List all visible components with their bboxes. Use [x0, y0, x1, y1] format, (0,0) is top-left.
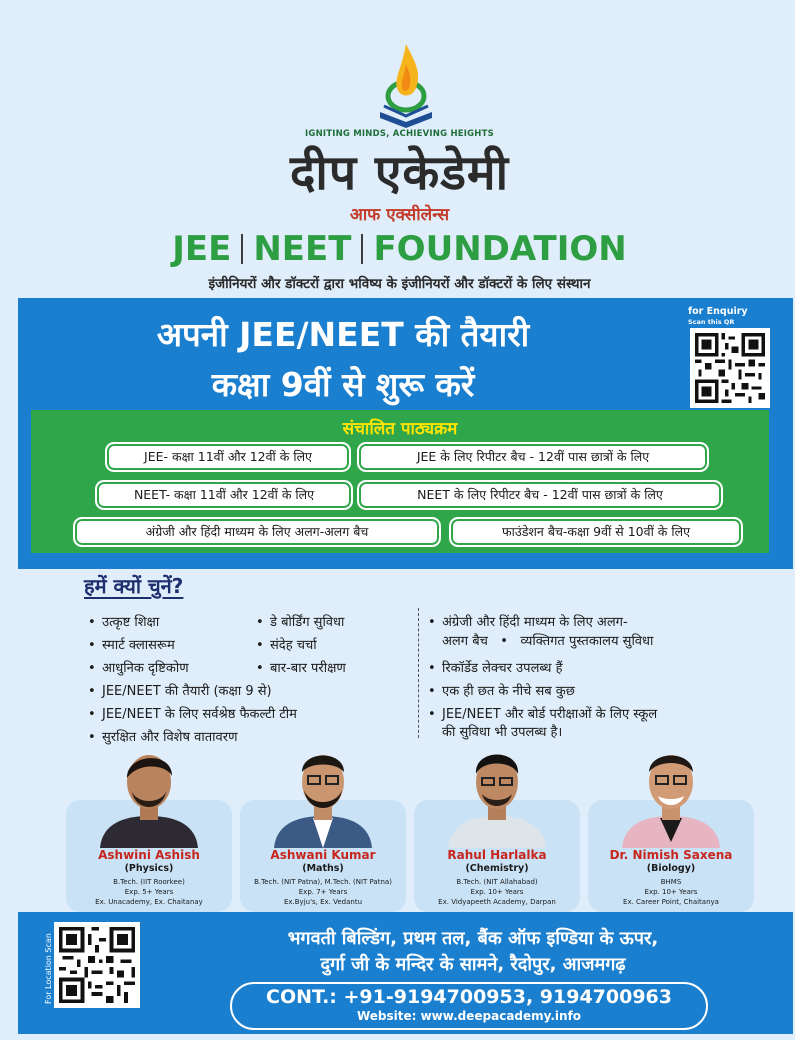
feature-bullet: • आधुनिक दृष्टिकोण [88, 658, 189, 676]
faculty-detail: Exp. 10+ Years [470, 888, 524, 896]
faculty-detail: B.Tech. (NIT Patna), M.Tech. (NIT Patna) [254, 878, 392, 886]
faculty-detail: B.Tech. (IIT Roorkee) [113, 878, 185, 886]
faculty-detail: Exp. 10+ Years [644, 888, 698, 896]
enquiry-qr-code[interactable] [690, 328, 770, 408]
enquiry-label [688, 306, 748, 326]
faculty-photo-physics-icon [94, 742, 204, 848]
stream-jee: JEE [172, 229, 232, 269]
course-item: फाउंडेशन बैच-कक्षा 9वीं से 10वीं के लिए [449, 517, 743, 547]
faculty-name: Dr. Nimish Saxena [609, 848, 733, 862]
logo-tagline: IGNITING MINDS, ACHIEVING HEIGHTS [305, 129, 494, 139]
contact-phone[interactable]: CONT.: +91-9194700953, 9194700963 [266, 986, 672, 1008]
feature-bullet: • रिकॉर्डेड लेक्चर उपलब्ध हैं [428, 658, 563, 676]
brand-name: दीप एकेडेमी [289, 145, 510, 201]
streams-heading [0, 228, 799, 270]
stream-neet: NEET [253, 229, 352, 269]
bullet-dot: • [492, 634, 517, 649]
faculty-detail: Ex. Unacademy, Ex. Chaitanay [95, 898, 203, 906]
faculty-detail: Ex. Vidyapeeth Academy, Darpan [438, 898, 556, 906]
course-item: NEET के लिए रिपीटर बैच - 12वीं पास छात्रों के लिए [357, 480, 723, 510]
course-item: JEE के लिए रिपीटर बैच - 12वीं पास छात्रों के लिए [357, 442, 709, 472]
faculty-subject: (Physics) [124, 863, 174, 874]
feature-bullet: • JEE/NEET के लिए सर्वश्रेष्ठ फैकल्टी टीम [88, 704, 297, 722]
feature-bullet: • JEE/NEET की तैयारी (कक्षा 9 से) [88, 681, 272, 699]
faculty-detail: Ex. Career Point, Chaitanya [623, 898, 719, 906]
enquiry-title: for Enquiry [688, 306, 748, 317]
faculty-name: Ashwini Ashish [98, 848, 200, 862]
headline-line-2: कक्षा 9वीं से शुरू करें [211, 365, 475, 404]
brand-subtitle: आफ एक्सीलेन्स [349, 205, 450, 225]
courses-title: संचालित पाठ्यक्रम [342, 419, 458, 439]
feature-text [442, 631, 653, 652]
feature-bullet: • अंग्रेजी और हिंदी माध्यम के लिए अलग- [428, 612, 628, 630]
feature-bullet: • सुरक्षित और विशेष वातावरण [88, 727, 237, 745]
faculty-photo-biology-icon [616, 742, 726, 848]
stream-separator [241, 234, 243, 264]
column-divider [418, 608, 419, 738]
feature-bullet: • बार-बार परीक्षण [256, 658, 346, 676]
institute-tagline: इंजीनियरों और डॉक्टरों द्वारा भविष्य के इंजीनियरों और डॉक्टरों के लिए संस्थान [208, 276, 591, 292]
enquiry-subtitle: Scan this QR [688, 318, 735, 326]
course-item: JEE- कक्षा 11वीं और 12वीं के लिए [105, 442, 351, 472]
headline-line-1: अपनी JEE/NEET की तैयारी [156, 315, 530, 354]
stream-separator [361, 234, 363, 264]
faculty-subject: (Biology) [646, 863, 696, 874]
faculty-photo-chemistry-icon [442, 742, 552, 848]
feature-bullet: • स्मार्ट क्लासरूम [88, 635, 175, 653]
faculty-detail: Exp. 7+ Years [298, 888, 348, 896]
qr-code-icon [695, 333, 765, 403]
feature-bullet: • संदेह चर्चा [256, 635, 317, 653]
feature-bullet: • JEE/NEET और बोर्ड परीक्षाओं के लिए स्कूल [428, 704, 657, 722]
location-scan-label: For Location Scan [44, 933, 53, 1004]
footer-banner [18, 912, 793, 1034]
faculty-name: Ashwani Kumar [270, 848, 376, 862]
feature-bullet: • डे बोर्डिंग सुविधा [256, 612, 344, 630]
course-item: अंग्रेजी और हिंदी माध्यम के लिए अलग-अलग बैच [73, 517, 441, 547]
stream-foundation: FOUNDATION [373, 229, 627, 269]
faculty-subject: (Maths) [302, 863, 344, 874]
why-choose-title: हमें क्यों चुनें? [84, 574, 184, 598]
feature-text-part: अलग बैच [442, 634, 488, 649]
faculty-detail: Exp. 5+ Years [124, 888, 174, 896]
contact-box [230, 982, 708, 1030]
address [153, 926, 793, 978]
faculty-detail: B.Tech. (NIT Allahabad) [456, 878, 538, 886]
feature-bullet: • उत्कृष्ट शिक्षा [88, 612, 159, 630]
address-line-1: भगवती बिल्डिंग, प्रथम तल, बैंक ऑफ इण्डिया के ऊपर, [287, 928, 659, 949]
feature-bullet: • एक ही छत के नीचे सब कुछ [428, 681, 575, 699]
faculty-detail: BHMS [660, 878, 682, 886]
headline [18, 310, 668, 410]
feature-text-part: व्यक्तिगत पुस्तकालय सुविधा [520, 634, 654, 649]
address-line-2: दुर्गा जी के मन्दिर के सामने, रैदोपुर, आजमगढ़ [320, 954, 626, 975]
courses-panel [31, 410, 769, 553]
faculty-subject: (Chemistry) [465, 863, 529, 874]
flame-book-logo-icon [370, 38, 442, 130]
website-link[interactable]: Website: www.deepacademy.info [356, 1009, 582, 1023]
faculty-detail: Ex.Byju's, Ex. Vedantu [283, 898, 363, 906]
feature-text: की सुविधा भी उपलब्ध है। [442, 725, 563, 740]
location-qr-code[interactable] [54, 922, 140, 1008]
qr-code-icon [59, 927, 135, 1003]
faculty-photo-maths-icon [268, 742, 378, 848]
faculty-name: Rahul Harlalka [447, 848, 547, 862]
course-item: NEET- कक्षा 11वीं और 12वीं के लिए [95, 480, 353, 510]
